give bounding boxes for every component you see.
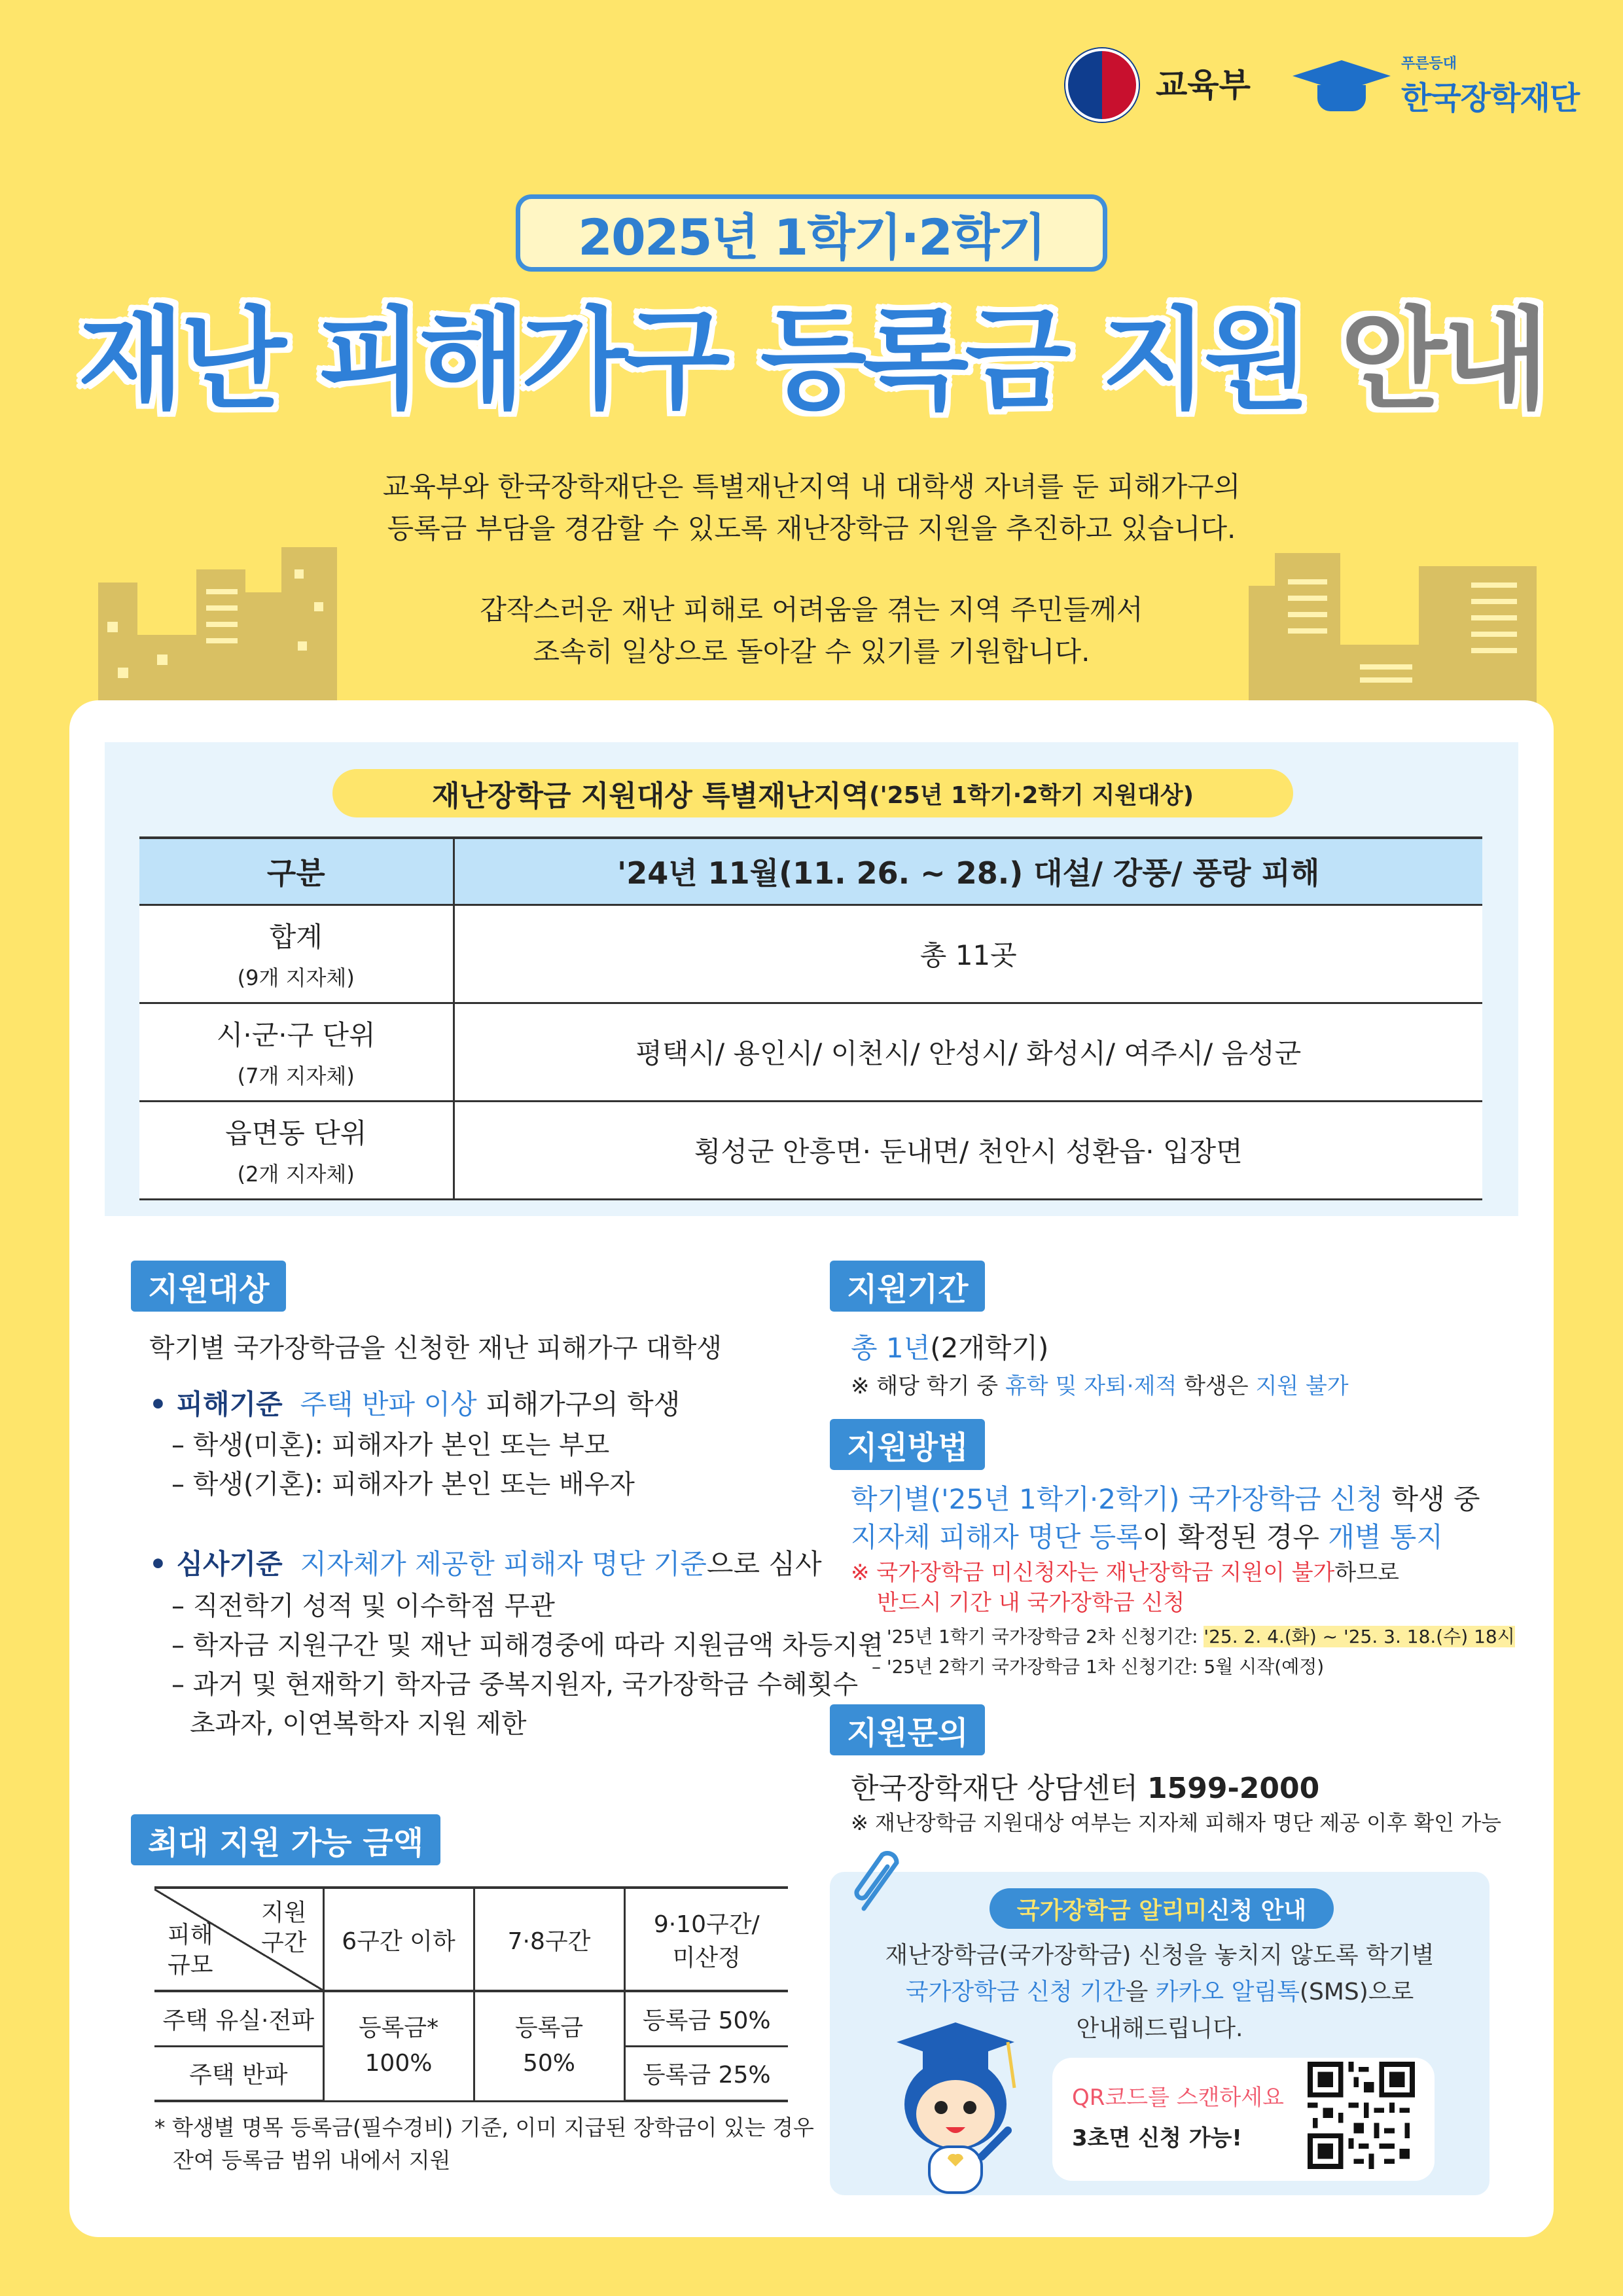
intro-line-4: 조속히 일상으로 돌아갈 수 있기를 기원합니다. <box>533 636 1090 668</box>
note-highlight: 지원 불가 <box>1255 1373 1349 1399</box>
amount-col-3-line-2: 미산정 <box>672 1945 741 1971</box>
amount-row-label: 주택 유실·전파 <box>154 1991 323 2046</box>
table-row <box>154 1991 788 2046</box>
list-item: – 학자금 지원구간 및 재난 피해경중에 따라 지원금액 차등지원 <box>171 1630 883 1660</box>
criterion-review: • 심사기준 지자체가 제공한 피해자 명단 기준으로 심사 <box>149 1548 822 1580</box>
row-sub: (7개 지자체) <box>237 1064 355 1088</box>
amount-note-line-1: * 학생별 명목 등록금(필수경비) 기준, 이미 지급된 장학금이 있는 경우 <box>154 2115 814 2140</box>
region-table <box>139 836 1482 1200</box>
table-row <box>139 1101 1482 1199</box>
region-table-header <box>139 838 1482 905</box>
qr-text-line-1: QR코드를 스캔하세요 <box>1072 2085 1284 2111</box>
date-label: – '25년 1학기 국가장학금 2차 신청기간: <box>872 1626 1204 1647</box>
criterion-damage-highlight: 주택 반파 이상 <box>300 1388 477 1420</box>
criterion-review-label: 심사기준 <box>176 1548 283 1580</box>
period-note <box>851 1368 1349 1400</box>
row-value: 횡성군 안흥면· 둔내면/ 천안시 성환읍· 입장면 <box>454 1101 1482 1199</box>
region-title-main: 재난장학금 지원대상 특별재난지역 <box>431 780 870 813</box>
note-text: 학생은 <box>1177 1373 1256 1399</box>
alimi-line-1: 재난장학금(국가장학금) 신청을 놓치지 않도록 학기별 <box>885 1942 1435 1969</box>
amount-value: 등록금* <box>358 2015 439 2042</box>
alimi-title <box>990 1888 1334 1929</box>
list-item: – 직전학기 성적 및 이수학점 무관 <box>171 1591 555 1621</box>
method-warning <box>851 1558 1399 1618</box>
contact-line <box>851 1765 1319 1806</box>
table-row <box>139 905 1482 1003</box>
kosaf-label: 한국장학재단 <box>1401 80 1580 117</box>
method-highlight: 개별 통지 <box>1328 1521 1443 1553</box>
contact-center: 한국장학재단 상담센터 <box>851 1772 1148 1805</box>
period-duration: 총 1년 <box>851 1332 931 1364</box>
contact-note: ※ 재난장학금 지원대상 여부는 지자체 피해자 명단 제공 이후 확인 가능 <box>851 1810 1502 1835</box>
amount-note <box>154 2111 814 2177</box>
criterion-damage: • 피해기준 주택 반파 이상 피해가구의 학생 <box>149 1388 681 1420</box>
period-main <box>851 1329 1048 1368</box>
paperclip-icon <box>851 1850 910 1915</box>
row-label: 합계 <box>269 921 323 953</box>
amount-cell-merged-1 <box>323 1991 474 2101</box>
criterion-review-list <box>171 1587 883 1744</box>
intro-line-2: 등록금 부담을 경감할 수 있도록 재난장학금 지원을 추진하고 있습니다. <box>387 512 1236 545</box>
row-value: 평택시/ 용인시/ 이천시/ 안성시/ 화성시/ 여주시/ 음성군 <box>454 1003 1482 1101</box>
amount-col-1: 6구간 이하 <box>323 1888 474 1991</box>
kosaf-tagline: 푸른등대 <box>1401 56 1457 72</box>
method-highlight: 지자체 피해자 명단 등록 <box>851 1521 1143 1553</box>
qr-text-line-2: 3초면 신청 가능! <box>1072 2125 1242 2151</box>
amount-col-2: 7·8구간 <box>474 1888 624 1991</box>
region-title-sub: ('25년 1학기·2학기 지원대상) <box>869 781 1194 809</box>
amount-cell-merged-2 <box>474 1991 624 2101</box>
period-tag: 지원기간 <box>830 1261 985 1312</box>
qr-code-icon[interactable] <box>1308 2062 1415 2169</box>
region-col-category: 구분 <box>139 838 454 905</box>
main-title-gray: 안내 <box>1340 296 1545 424</box>
amount-note-line-2: 잔여 등록금 범위 내에서 지원 <box>173 2147 451 2173</box>
region-col-disaster: '24년 11월(11. 26. ~ 28.) 대설/ 강풍/ 풍랑 피해 <box>454 838 1482 905</box>
amount-col-3 <box>624 1888 788 1991</box>
warning-rest: 하므로 <box>1334 1560 1399 1586</box>
amount-value: 50% <box>522 2050 575 2077</box>
list-item: – 학생(미혼): 피해자가 본인 또는 부모 <box>171 1430 610 1460</box>
contact-tag: 지원문의 <box>830 1704 985 1755</box>
list-item: – 학생(기혼): 피해자가 본인 또는 배우자 <box>171 1469 635 1499</box>
list-item: – 과거 및 현재학기 학자금 중복지원자, 국가장학금 수혜횟수 <box>171 1670 859 1700</box>
date-highlight: '25. 2. 4.(화) ~ '25. 3. 18.(수) 18시 <box>1204 1626 1515 1647</box>
alimi-line-3: 안내해드립니다. <box>1076 2015 1243 2042</box>
intro-paragraph-1 <box>0 466 1623 550</box>
criterion-review-highlight: 지자체가 제공한 피해자 명단 기준 <box>300 1548 707 1580</box>
intro-line-3: 갑작스러운 재난 피해로 어려움을 겪는 지역 주민들께서 <box>480 594 1143 626</box>
amount-value: 등록금 25% <box>624 2046 788 2101</box>
graduation-cap-icon <box>1293 52 1391 118</box>
main-title <box>0 295 1623 427</box>
row-label: 시·군·구 단위 <box>216 1019 376 1051</box>
amount-col-3-line-1: 9·10구간/ <box>653 1911 760 1938</box>
moe-logo <box>1065 46 1251 124</box>
table-row <box>139 1003 1482 1101</box>
intro-line-1: 교육부와 한국장학재단은 특별재난지역 내 대학생 자녀를 둔 피해가구의 <box>382 471 1241 503</box>
alimi-title-highlight: 국가장학금 알리미 <box>1016 1897 1207 1924</box>
method-text: 이 확정된 경우 <box>1142 1521 1329 1553</box>
note-text: ※ 해당 학기 중 <box>851 1373 1005 1399</box>
amount-tag: 최대 지원 가능 금액 <box>131 1814 440 1865</box>
criterion-damage-label: 피해기준 <box>176 1388 283 1420</box>
amount-table <box>154 1886 788 2102</box>
region-section-title <box>332 769 1293 817</box>
mascot-illustration <box>877 2016 1034 2199</box>
corner-label-damage: 피해 규모 <box>168 1922 213 1979</box>
main-title-blue: 재난 피해가구 등록금 지원 <box>78 296 1306 424</box>
period-semesters: (2개학기) <box>930 1332 1049 1364</box>
qr-text <box>1072 2077 1284 2159</box>
method-tag: 지원방법 <box>830 1419 985 1470</box>
row-value: 총 11곳 <box>454 905 1482 1003</box>
amount-value: 등록금 <box>514 2015 584 2042</box>
method-description <box>851 1480 1480 1556</box>
amount-row-label: 주택 반파 <box>154 2046 323 2101</box>
alimi-text: 을 <box>1125 1979 1156 2005</box>
alimi-text: (SMS)으로 <box>1299 1979 1414 2005</box>
criterion-review-rest: 으로 심사 <box>706 1548 822 1580</box>
amount-table-header <box>154 1888 788 1991</box>
method-highlight: 학기별('25년 1학기·2학기) 국가장학금 신청 <box>851 1483 1383 1515</box>
row-sub: (9개 지자체) <box>237 965 355 990</box>
criterion-damage-rest: 피해가구의 학생 <box>476 1388 681 1420</box>
row-label: 읍면동 단위 <box>225 1117 367 1149</box>
amount-corner-cell <box>154 1888 323 1991</box>
moe-label: 교육부 <box>1156 66 1251 104</box>
alimi-highlight: 카카오 알림톡 <box>1155 1979 1300 2005</box>
date-label: – '25년 2학기 국가장학금 1차 신청기간: 5월 시작(예정) <box>872 1656 1325 1677</box>
taegeuk-emblem-icon <box>1065 48 1139 122</box>
method-text: 학생 중 <box>1383 1483 1480 1515</box>
list-item: 초과자, 이연복학자 지원 제한 <box>190 1709 527 1739</box>
warning-text: 반드시 기간 내 국가장학금 신청 <box>877 1590 1185 1616</box>
semester-badge: 2025년 1학기·2학기 <box>516 194 1107 272</box>
kosaf-logo <box>1293 46 1579 124</box>
method-dates <box>872 1622 1515 1682</box>
contact-phone: 1599-2000 <box>1147 1772 1320 1805</box>
alimi-title-rest: 신청 안내 <box>1207 1897 1307 1924</box>
warning-text: ※ 국가장학금 미신청자는 재난장학금 지원이 불가 <box>851 1560 1335 1586</box>
alimi-highlight: 국가장학금 신청 기간 <box>905 1979 1126 2005</box>
target-intro: 학기별 국가장학금을 신청한 재난 피해가구 대학생 <box>149 1333 722 1363</box>
corner-label-bracket: 지원 구간 <box>260 1899 307 1956</box>
note-highlight: 휴학 및 자퇴·제적 <box>1005 1373 1177 1399</box>
amount-value: 등록금 50% <box>624 1991 788 2046</box>
row-sub: (2개 지자체) <box>237 1162 355 1187</box>
target-tag: 지원대상 <box>131 1261 286 1312</box>
criterion-damage-list <box>171 1426 635 1504</box>
amount-value: 100% <box>365 2050 433 2077</box>
intro-paragraph-2 <box>0 589 1623 673</box>
